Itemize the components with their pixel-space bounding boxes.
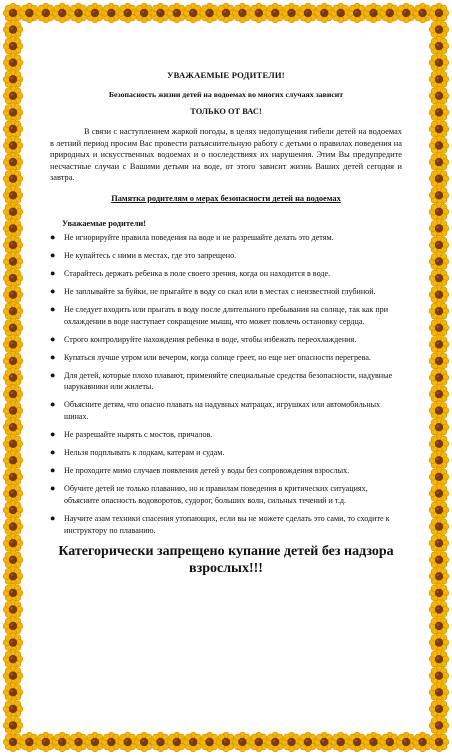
rule-text: Строго контролируйте нахождения ребенка в воде, чтобы избежать переохлаждения. [64, 334, 357, 344]
rule-text: Не игнорируйте правила поведения на воде и не разрешайте делать это детям. [64, 232, 334, 242]
rule-text: Не заплывайте за буйки, не прыгайте в воду со скал или в местах с неизвестной глубиной. [64, 286, 376, 296]
flyer-title: УВАЖАЕМЫЕ РОДИТЕЛИ! [167, 70, 285, 80]
list-item [50, 304, 402, 328]
memo-title: Памятка родителям о мерах безопасности детей на водоемах [111, 193, 341, 203]
flyer-subtitle: Безопасность жизни детей на водоемах во многих случаях зависит [108, 90, 344, 99]
rule-text: Объясните детям, что опасно плавать на надувных матрацах, игрушках или автомобильных шинах. [64, 400, 381, 422]
list-item [50, 250, 402, 262]
list-item [50, 483, 402, 507]
bullet-icon: ● [50, 303, 56, 314]
list-item [50, 370, 402, 394]
sunflower-icon [3, 716, 23, 736]
rule-text: Не купайтесь с ними в местах, где это запрещено. [64, 250, 237, 260]
rule-text: Старайтесь держать ребенка в поле своего зрения, когда он находится в воде. [64, 268, 331, 278]
greeting: Уважаемые родители! [62, 218, 147, 228]
final-warning: Категорически запрещено купание детей без надзора взрослых!!! [58, 543, 394, 576]
bullet-icon: ● [50, 231, 56, 242]
list-item [50, 286, 402, 298]
bullet-icon: ● [50, 249, 56, 260]
rule-text: Научите азам техники спасения утопающих, если вы не можете сделать это сами, то сходите к инструктору по плаванию. [64, 513, 390, 535]
list-item [50, 465, 402, 477]
bullet-icon: ● [50, 267, 56, 278]
list-item [50, 447, 402, 459]
bullet-icon: ● [50, 333, 56, 344]
list-item [50, 429, 402, 441]
bullet-icon: ● [50, 351, 56, 362]
list-item [50, 513, 402, 537]
rule-text: Купаться лучше утром или вечером, когда солнце греет, но еще нет опасности перегрева. [64, 352, 371, 362]
bullet-icon: ● [50, 465, 56, 476]
bullet-icon: ● [50, 429, 56, 440]
bullet-icon: ● [50, 399, 56, 410]
intro-paragraph: В связи с наступлением жаркой погоды, в целях недопущения гибели детей на водоемах в летний период просим Вас провести разъяснительную работу с детьми о правилах поведения на природных и искусственных водоемах и о последствиях их нарушения. Этим Вы предупредите несчастные случаи с Вашими детьми на воде, от этого зависит жизнь Ваших детей сегодня и завтра. [50, 127, 402, 183]
list-item [50, 399, 402, 423]
safety-rules-list [50, 232, 402, 537]
list-item [50, 334, 402, 346]
flyer-content [50, 62, 402, 577]
bullet-icon: ● [50, 447, 56, 458]
bullet-icon: ● [50, 285, 56, 296]
sunflower-icon [429, 716, 449, 736]
bullet-icon: ● [50, 512, 56, 523]
rule-text: Для детей, которые плохо плавают, применяйте специальные средства безопасности, надувные нарукавники или жилеты. [64, 370, 393, 392]
bullet-icon: ● [50, 369, 56, 380]
list-item [50, 352, 402, 364]
rule-text: Нельзя подплывать к лодкам, катерам и судам. [64, 448, 225, 458]
rule-text: Не следует входить или прыгать в воду после длительного пребывания на солнце, так как при охлаждении в воде наступает сокращение мышц, что может повлечь остановку сердца. [64, 304, 389, 326]
rule-text: Обучите детей не только плаванию, но и правилам поведения в критических ситуациях, объясните опасность водоворотов, судорог, больших волн, сильных течений и т.д. [64, 484, 368, 505]
rule-text: Не разрешайте нырять с мостов, причалов. [64, 430, 213, 440]
bullet-icon: ● [50, 483, 56, 494]
flyer-subtitle-emphasis: ТОЛЬКО ОТ ВАС! [190, 107, 262, 116]
rule-text: Не проходите мимо случаев появления детей у воды без сопровождения взрослых. [64, 466, 350, 476]
list-item [50, 268, 402, 280]
list-item [50, 232, 402, 244]
